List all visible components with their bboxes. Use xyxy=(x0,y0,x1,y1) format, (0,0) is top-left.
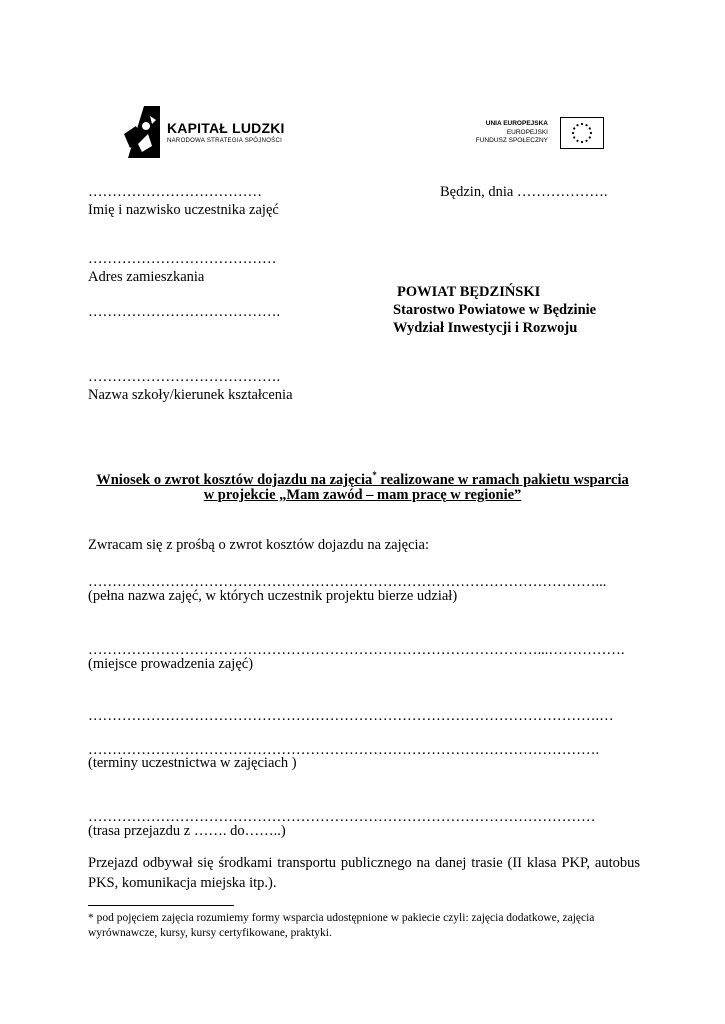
course-dates-dots-1[interactable]: …………………………………………………………………………………………….… xyxy=(88,708,614,724)
kapital-ludzki-emblem-icon xyxy=(122,104,162,160)
recipient-line1: POWIAT BĘDZIŃSKI xyxy=(397,284,541,300)
kapital-ludzki-name: KAPITAŁ LUDZKI xyxy=(167,120,285,136)
transport-statement: Przejazd odbywał się środkami transportu publicznego na danej trasie (II klasa PKP, autobus PKS, komunikacja miejska itp.). xyxy=(88,855,640,891)
school-field-label: Nazwa szkoły/kierunek kształcenia xyxy=(88,387,293,403)
recipient-line2: Starostwo Powiatowe w Będzinie xyxy=(393,302,597,318)
course-location-dots[interactable]: …………………………………………………………………………………...……………. xyxy=(88,642,625,658)
course-name-dots[interactable]: ……………………………………………………………………………………………... xyxy=(88,574,607,590)
course-dates-dots-2[interactable]: ……………………………………………………………………………………………. xyxy=(88,742,600,758)
kapital-ludzki-logo xyxy=(122,104,292,160)
ue-line3: FUNDUSZ SPOŁECZNY xyxy=(475,137,548,144)
route-dots[interactable]: …………………………………………………………………………………………… xyxy=(88,809,596,825)
ue-line2: EUROPEJSKI xyxy=(506,129,548,136)
course-name-label: (pełna nazwa zajęć, w których uczestnik projektu bierze udział) xyxy=(88,588,458,604)
ue-line1: UNIA EUROPEJSKA xyxy=(485,120,548,127)
school-field-dots[interactable]: …………………………………. xyxy=(88,369,281,385)
address-field-label: Adres zamieszkania xyxy=(88,269,205,285)
route-label: (trasa przejazdu z ……. do……..) xyxy=(88,823,286,839)
document-title-line1: Wniosek o zwrot kosztów dojazdu na zajęcia* realizowane w ramach pakietu wsparcia xyxy=(96,470,629,488)
address-field-dots[interactable]: ………………………………… xyxy=(88,251,277,267)
name-field-label: Imię i nazwisko uczestnika zajęć xyxy=(88,202,279,218)
place-date-field[interactable]: Będzin, dnia ………………. xyxy=(440,184,608,200)
ue-efs-logo xyxy=(468,117,604,151)
eu-flag-icon xyxy=(560,117,604,149)
course-dates-label: (terminy uczestnictwa w zajęciach ) xyxy=(88,755,297,771)
recipient-line3: Wydział Inwestycji i Rozwoju xyxy=(393,320,578,336)
name-field-dots[interactable]: ……………………………… xyxy=(88,184,262,200)
document-title-line2: w projekcie „Mam zawód – mam pracę w regionie” xyxy=(203,487,522,503)
address-field-dots-2[interactable]: …………………………………. xyxy=(88,304,281,320)
course-location-label: (miejsce prowadzenia zajęć) xyxy=(88,656,254,672)
footnote-separator xyxy=(88,905,234,906)
footnote-text: * pod pojęciem zajęcia rozumiemy formy wsparcia udostępnione w pakiecie czyli: zajęcia dodatkowe, zajęcia wyrównawcze, kursy, kursy certyfikowane, praktyki. xyxy=(88,912,595,939)
kapital-ludzki-subtitle: NARODOWA STRATEGIA SPÓJNOŚCI xyxy=(167,138,283,144)
intro-text: Zwracam się z prośbą o zwrot kosztów dojazdu na zajęcia: xyxy=(88,537,430,553)
